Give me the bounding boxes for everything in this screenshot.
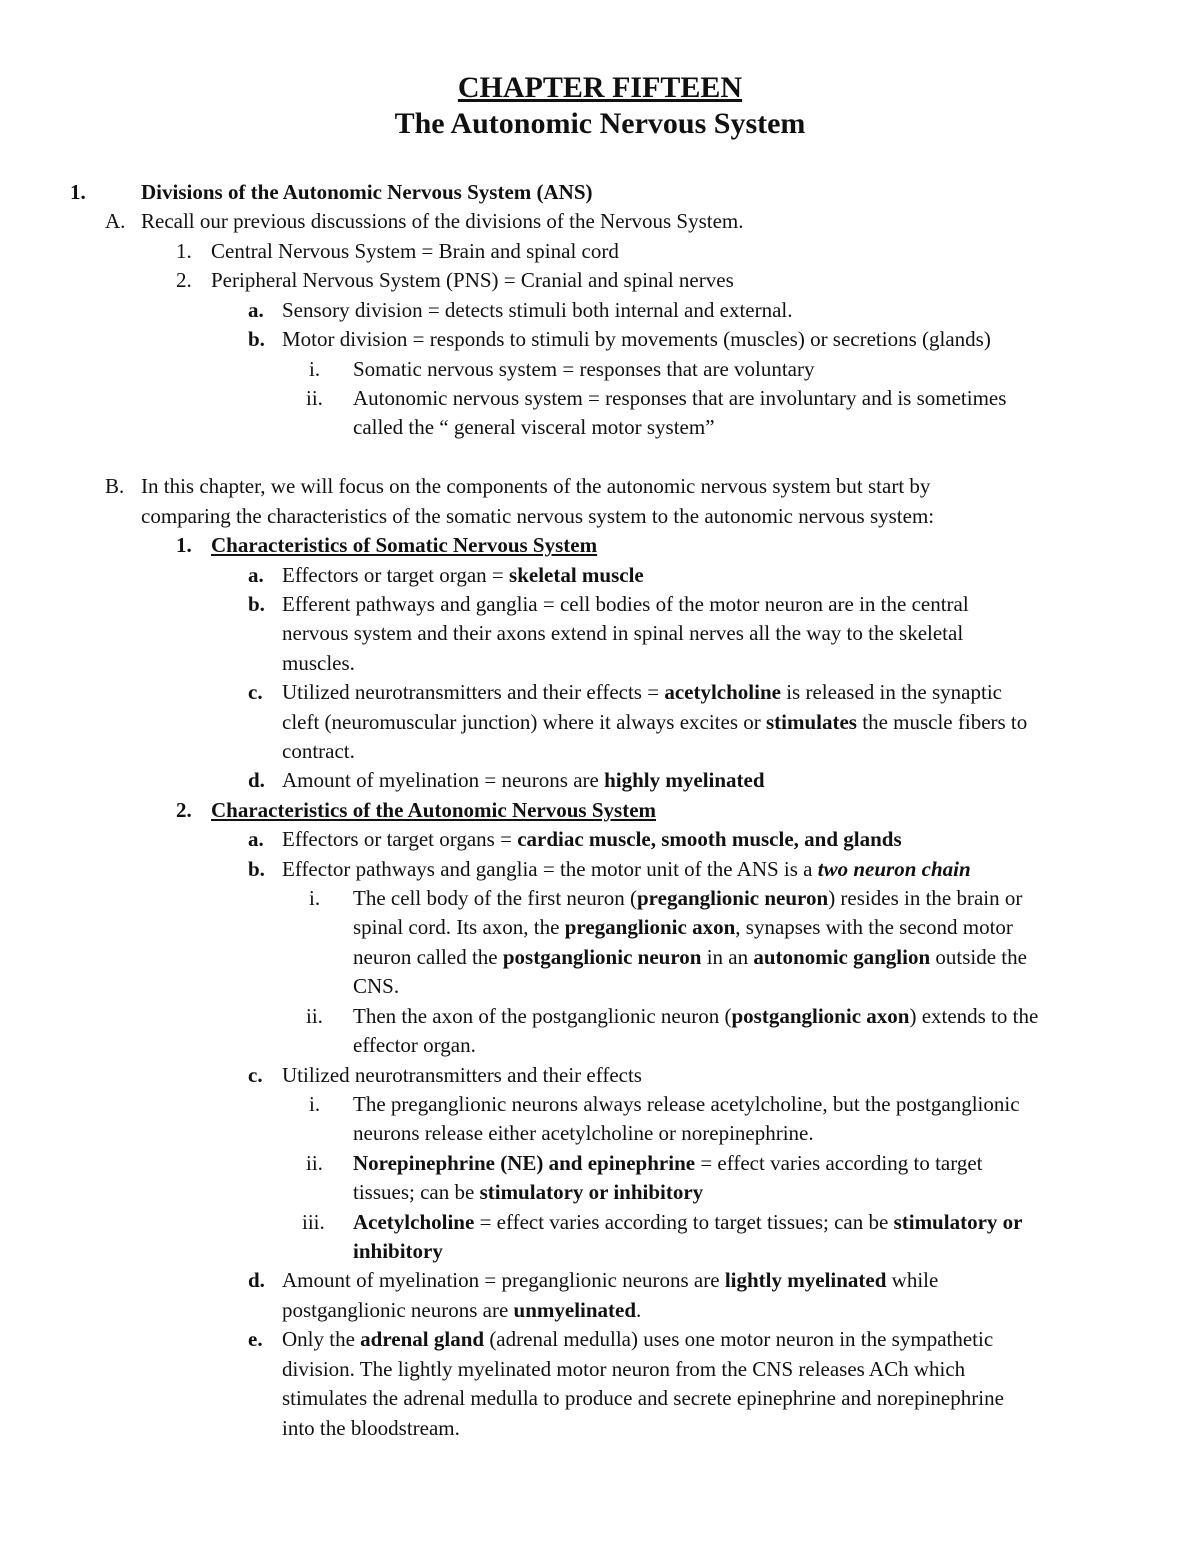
subsection-heading: Characteristics of Somatic Nervous System xyxy=(211,533,598,557)
list-item: Peripheral Nervous System (PNS) = Cranial and spinal nerves xyxy=(211,268,734,292)
subsection-heading: Characteristics of the Autonomic Nervous System xyxy=(211,798,657,822)
list-item: The preganglionic neurons always release acetylcholine, but the postganglionic xyxy=(353,1092,1020,1116)
list-marker: i. xyxy=(309,886,321,910)
list-item-continued: comparing the characteristics of the somatic nervous system to the autonomic nervous system: xyxy=(141,504,935,528)
list-item: Efferent pathways and ganglia = cell bodies of the motor neuron are in the central xyxy=(282,592,969,616)
list-item-continued: CNS. xyxy=(353,974,400,998)
list-marker: iii. xyxy=(302,1210,325,1234)
list-item-continued: neurons release either acetylcholine or norepinephrine. xyxy=(353,1121,814,1145)
list-item-continued: into the bloodstream. xyxy=(282,1416,460,1440)
list-marker: A. xyxy=(105,209,126,233)
list-item: Somatic nervous system = responses that are voluntary xyxy=(353,357,815,381)
list-marker: 1. xyxy=(176,239,192,263)
list-item: Amount of myelination = neurons are highly myelinated xyxy=(282,768,765,792)
list-item-continued: neuron called the postganglionic neuron in an autonomic ganglion outside the xyxy=(353,945,1027,969)
list-marker: a. xyxy=(248,827,264,851)
list-item-continued: inhibitory xyxy=(353,1239,443,1263)
list-item: Utilized neurotransmitters and their effects xyxy=(282,1063,642,1087)
list-item: Sensory division = detects stimuli both internal and external. xyxy=(282,298,793,322)
list-marker: ii. xyxy=(306,386,323,410)
list-marker: c. xyxy=(248,680,263,704)
section-number: 1. xyxy=(70,180,86,204)
list-marker: b. xyxy=(248,327,265,351)
list-item: Acetylcholine = effect varies according to target tissues; can be stimulatory or xyxy=(353,1210,1023,1234)
list-marker: d. xyxy=(248,1268,265,1292)
list-marker: B. xyxy=(105,474,125,498)
list-item: Utilized neurotransmitters and their effects = acetylcholine is released in the synaptic xyxy=(282,680,1002,704)
list-item: Amount of myelination = preganglionic neurons are lightly myelinated while xyxy=(282,1268,939,1292)
list-marker: a. xyxy=(248,563,264,587)
list-item: Effectors or target organs = cardiac muscle, smooth muscle, and glands xyxy=(282,827,902,851)
list-marker: c. xyxy=(248,1063,263,1087)
list-item: Autonomic nervous system = responses that are involuntary and is sometimes xyxy=(353,386,1007,410)
list-item: Norepinephrine (NE) and epinephrine = effect varies according to target xyxy=(353,1151,983,1175)
list-item-continued: postganglionic neurons are unmyelinated. xyxy=(282,1298,642,1322)
list-item-continued: stimulates the adrenal medulla to produce and secrete epinephrine and norepinephrine xyxy=(282,1386,1004,1410)
title-block xyxy=(0,70,1200,142)
list-item-continued: muscles. xyxy=(282,651,355,675)
list-marker: b. xyxy=(248,857,265,881)
list-marker: i. xyxy=(309,1092,321,1116)
list-item: Effectors or target organ = skeletal muscle xyxy=(282,563,644,587)
list-item: In this chapter, we will focus on the components of the autonomic nervous system but start by xyxy=(141,474,931,498)
list-item: Recall our previous discussions of the divisions of the Nervous System. xyxy=(141,209,744,233)
list-item: Central Nervous System = Brain and spinal cord xyxy=(211,239,619,263)
list-item: Only the adrenal gland (adrenal medulla) uses one motor neuron in the sympathetic xyxy=(282,1327,994,1351)
list-item-continued: contract. xyxy=(282,739,355,763)
list-marker: ii. xyxy=(306,1004,323,1028)
list-marker: d. xyxy=(248,768,265,792)
list-item: Motor division = responds to stimuli by movements (muscles) or secretions (glands) xyxy=(282,327,991,351)
list-marker: 2. xyxy=(176,268,192,292)
list-marker: 2. xyxy=(176,798,192,822)
list-item-continued: effector organ. xyxy=(353,1033,476,1057)
chapter-title: CHAPTER FIFTEEN xyxy=(457,71,743,104)
list-item: Then the axon of the postganglionic neuron (postganglionic axon) extends to the xyxy=(353,1004,1039,1028)
chapter-subtitle: The Autonomic Nervous System xyxy=(394,107,806,140)
list-marker: 1. xyxy=(176,533,192,557)
list-marker: b. xyxy=(248,592,265,616)
list-item: Effector pathways and ganglia = the motor unit of the ANS is a two neuron chain xyxy=(282,857,971,881)
list-item-continued: cleft (neuromuscular junction) where it always excites or stimulates the muscle fibers to xyxy=(282,710,1028,734)
list-item-continued: nervous system and their axons extend in spinal nerves all the way to the skeletal xyxy=(282,621,964,645)
list-item-continued: tissues; can be stimulatory or inhibitory xyxy=(353,1180,704,1204)
list-marker: e. xyxy=(248,1327,263,1351)
list-marker: i. xyxy=(309,357,321,381)
list-item-continued: called the “ general visceral motor system” xyxy=(353,415,715,439)
list-item-continued: spinal cord. Its axon, the preganglionic axon, synapses with the second motor xyxy=(353,915,1013,939)
list-item-continued: division. The lightly myelinated motor neuron from the CNS releases ACh which xyxy=(282,1357,966,1381)
list-marker: a. xyxy=(248,298,264,322)
list-item: The cell body of the first neuron (preganglionic neuron) resides in the brain or xyxy=(353,886,1023,910)
section-heading: Divisions of the Autonomic Nervous System (ANS) xyxy=(141,180,593,204)
list-marker: ii. xyxy=(306,1151,323,1175)
